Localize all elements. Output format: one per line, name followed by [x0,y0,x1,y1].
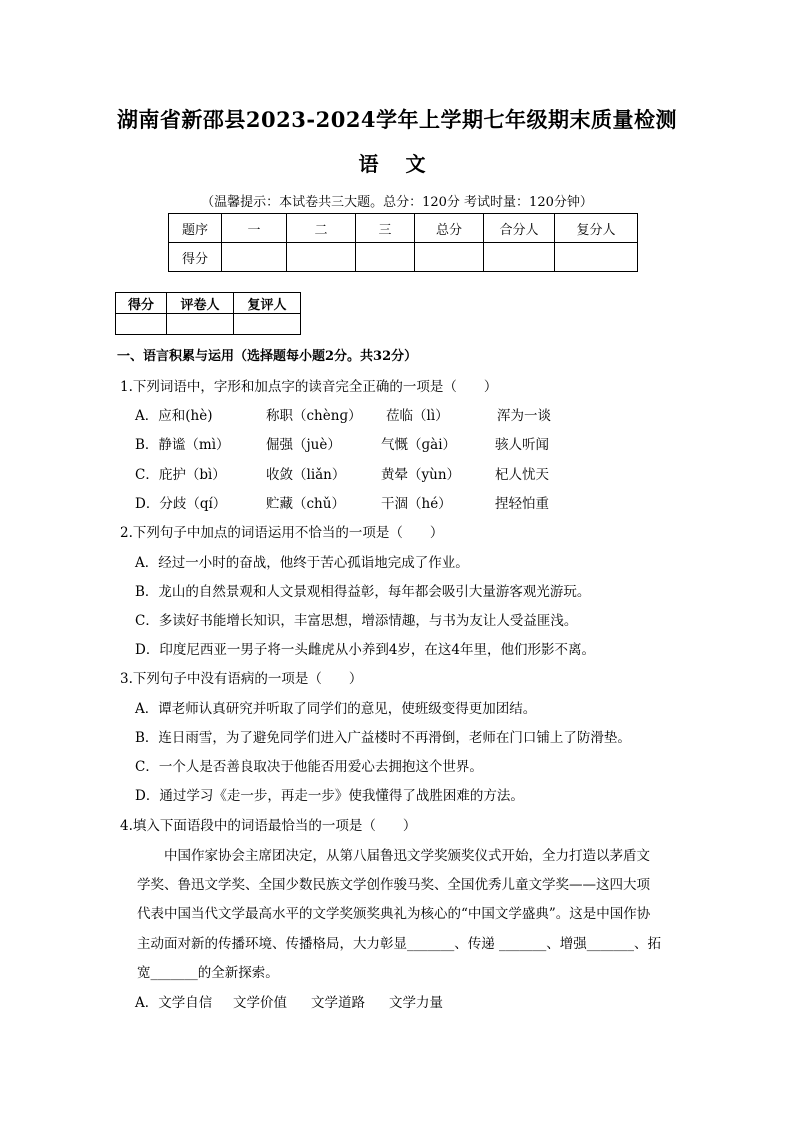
grader-table-header: 评卷人 [167,293,234,314]
passage-line: 中国作家协会主席团决定，从第八届鲁迅文学奖颁奖仪式开始，全力打造以茅盾文 [164,848,650,864]
q1-b-item: B．静谧（mì） [135,437,230,453]
grader-table [115,292,301,335]
q1-a-item: A．应和(hè) [135,408,213,424]
question-3-option-b: B．连日雨雪，为了避免同学们进入广益楼时不再滑倒，老师在门口铺上了防滑垫。 [135,730,631,746]
score-cell[interactable] [222,243,287,272]
score-table [168,213,638,272]
q1-b-item: 倔强（juè） [266,437,341,453]
q1-b-item: 骇人听闻 [495,437,549,453]
exam-hint: （温馨提示：本试卷共三大题。总分：120分 考试时量：120分钟） [201,195,593,210]
question-2-stem: 2.下列句子中加点的词语运用不恰当的一项是（ ） [120,525,444,541]
score-cell[interactable] [555,243,638,272]
q1-c-item: 杞人忧天 [495,467,549,483]
q1-c-item: C．庇护（bì） [135,467,226,483]
q1-d-item: 干涸（hé） [381,496,452,512]
score-cell[interactable] [287,243,356,272]
score-cell[interactable] [415,243,484,272]
question-4-stem: 4.填入下面语段中的词语最恰当的一项是（ ） [120,818,417,834]
q4-a-item: 文学价值 [233,995,287,1011]
question-3-option-c: C．一个人是否善良取决于他能否用爱心去拥抱这个世界。 [135,759,483,775]
score-table-header: 总分 [415,214,484,243]
q4-a-item: 文学力量 [389,995,443,1011]
passage-line: 宽_______的全新探索。 [137,964,279,981]
q1-a-item: 莅临（lì） [386,408,449,424]
grader-cell[interactable] [167,314,234,335]
score-table-header: 一 [222,214,287,243]
score-table-header: 合分人 [484,214,555,243]
score-cell[interactable] [356,243,415,272]
score-cell[interactable] [484,243,555,272]
passage-line: 学奖、鲁迅文学奖、全国少数民族文学创作骏马奖、全国优秀儿童文学奖——这四大项 [137,877,650,894]
grader-cell[interactable] [116,314,167,335]
score-table-header: 复分人 [555,214,638,243]
question-3-stem: 3.下列句子中没有语病的一项是（ ） [120,671,363,687]
q1-d-item: 捏轻怕重 [495,496,549,512]
grader-cell[interactable] [234,314,301,335]
question-2-option-b: B．龙山的自然景观和人文景观相得益彰，每年都会吸引大量游客观光游玩。 [135,584,591,600]
q1-c-item: 收敛（liǎn） [266,467,346,483]
q1-d-item: 贮藏（chǔ） [266,496,345,512]
question-2-option-a: A．经过一小时的奋战，他终于苦心孤诣地完成了作业。 [135,555,469,571]
q1-a-item: 称职（chènɡ） [266,408,362,424]
subject-title: 语 文 [358,152,436,176]
question-2-option-d: D．印度尼西亚一男子将一头雌虎从小养到4岁，在这4年里，他们形影不离。 [135,642,596,658]
q1-c-item: 黄晕（yùn） [381,467,461,483]
question-1-stem: 1.下列词语中，字形和加点字的读音完全正确的一项是（ ） [120,379,498,395]
question-3-option-a: A．谭老师认真研究并听取了同学们的意见，使班级变得更加团结。 [135,701,537,717]
grader-table-header: 得分 [116,293,167,314]
passage-line: 代表中国当代文学最高水平的文学奖颁奖典礼为核心的“中国文学盛典”。这是中国作协 [137,906,651,923]
question-2-option-c: C．多读好书能增长知识，丰富思想，增添情趣，与书为友让人受益匪浅。 [135,613,578,629]
question-3-option-d: D．通过学习《走一步，再走一步》使我懂得了战胜困难的方法。 [135,788,524,804]
q4-a-item: 文学道路 [311,995,365,1011]
q4-a-item: A．文学自信 [135,995,213,1011]
q1-d-item: D．分歧（qí） [135,496,227,512]
score-table-header: 三 [356,214,415,243]
score-row-label: 得分 [169,243,222,272]
score-table-header: 题序 [169,214,222,243]
question-4-passage [137,842,677,988]
exam-title: 湖南省新邵县2023-2024学年上学期七年级期末质量检测 [116,107,678,132]
q1-b-item: 气慨（ɡài） [381,437,457,453]
passage-line: 主动面对新的传播环境、传播格局，大力彰显_______、传递 _______、增强_______、拓 [137,935,662,952]
grader-table-header: 复评人 [234,293,301,314]
q1-a-item: 浑为一谈 [497,408,551,424]
section-heading: 一、语言积累与运用（选择题每小题2分。共32分） [117,349,418,364]
score-table-header: 二 [287,214,356,243]
